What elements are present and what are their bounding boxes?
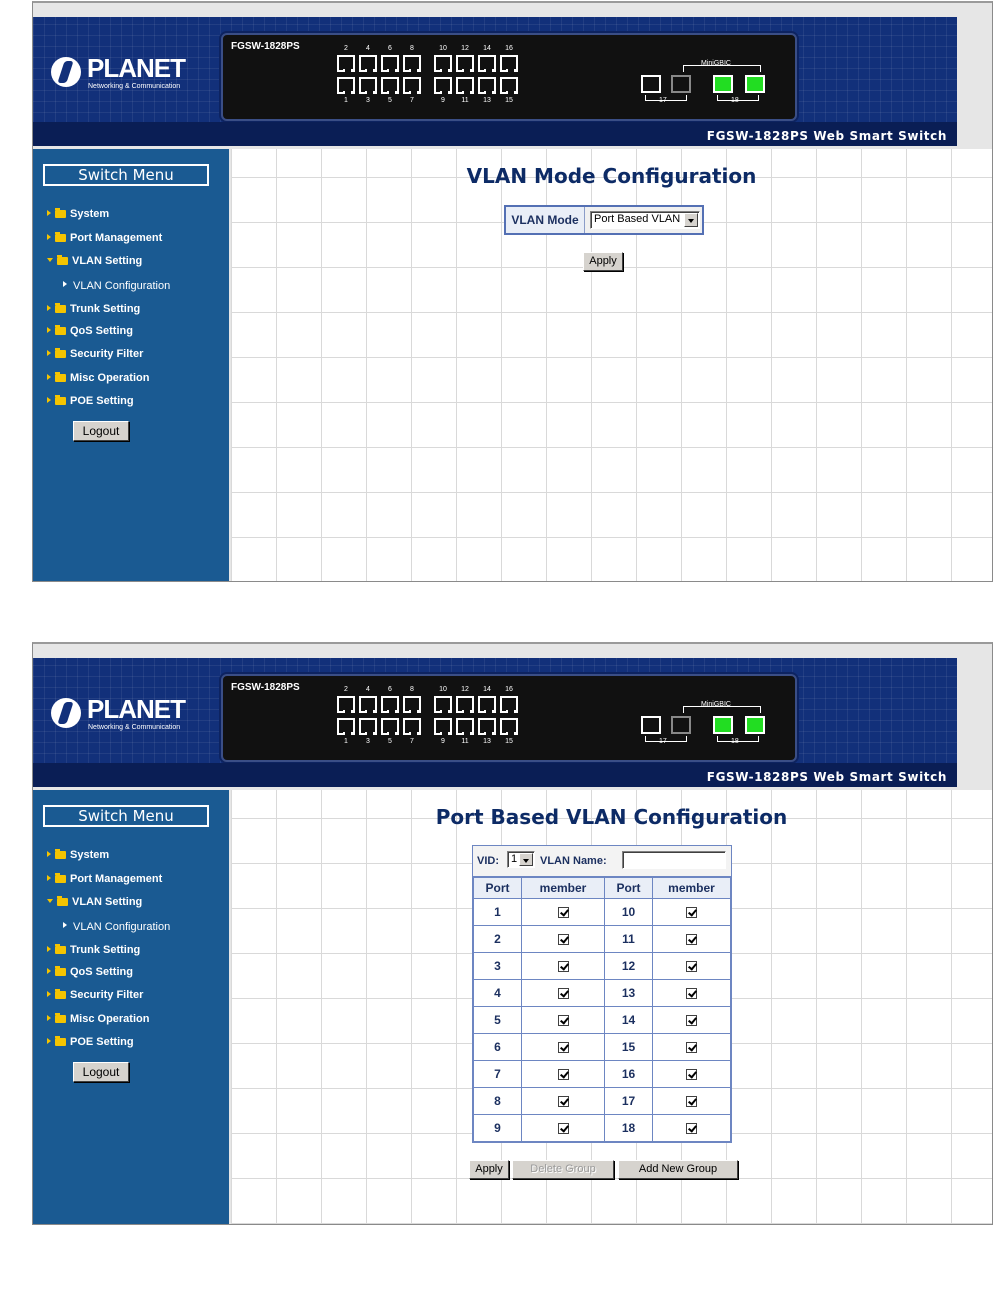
gbic-port-number: 18 xyxy=(731,97,739,104)
minigbic-label: MiniGBIC xyxy=(701,60,731,67)
port-number: 8 xyxy=(474,1088,522,1115)
member-checkbox[interactable] xyxy=(686,1123,697,1134)
main-content xyxy=(231,790,992,1224)
port-number: 18 xyxy=(605,1115,653,1142)
menu-subitem-vlan-configuration[interactable] xyxy=(63,280,170,292)
ethernet-port-icon xyxy=(359,55,377,72)
port-number: 1 xyxy=(474,899,522,926)
table-row xyxy=(474,953,731,980)
vid-row xyxy=(473,846,731,877)
arrow-down-icon xyxy=(47,258,53,262)
port-number-label: 15 xyxy=(505,97,513,104)
sfp-port-active-icon xyxy=(745,75,765,93)
menu-item-label: QoS Setting xyxy=(70,325,133,337)
folder-icon xyxy=(55,1038,66,1046)
ethernet-port-icon xyxy=(478,77,496,94)
arrow-right-icon xyxy=(47,968,51,974)
switch-menu-title: Switch Menu xyxy=(43,805,209,827)
folder-open-icon xyxy=(57,257,68,265)
member-cell xyxy=(522,1034,605,1061)
sfp-port-icon xyxy=(671,75,691,93)
gbic-bracket xyxy=(645,736,687,742)
port-number-label: 9 xyxy=(441,97,445,104)
ethernet-port-icon xyxy=(381,718,399,735)
table-row xyxy=(474,1088,731,1115)
member-cell xyxy=(653,1061,731,1088)
vid-select[interactable] xyxy=(507,851,535,868)
member-cell xyxy=(522,953,605,980)
member-checkbox[interactable] xyxy=(558,1015,569,1026)
vlan-mode-value: Port Based VLAN xyxy=(594,213,681,225)
gbic-bracket xyxy=(683,706,761,713)
menu-item-qos-setting[interactable] xyxy=(47,325,133,341)
switch-model: FGSW-1828PS xyxy=(231,682,300,693)
port-number: 2 xyxy=(474,926,522,953)
folder-icon xyxy=(55,397,66,405)
member-cell xyxy=(653,1034,731,1061)
menu-item-trunk-setting[interactable] xyxy=(47,303,140,319)
table-row xyxy=(474,1115,731,1142)
arrow-right-icon xyxy=(47,397,51,403)
vlan-mode-select[interactable] xyxy=(590,211,700,229)
sfp-port-icon xyxy=(671,716,691,734)
port-number-label: 6 xyxy=(388,686,392,693)
member-checkbox[interactable] xyxy=(558,1069,569,1080)
port-number: 4 xyxy=(474,980,522,1007)
port-number-label: 8 xyxy=(410,45,414,52)
port-number: 5 xyxy=(474,1007,522,1034)
folder-icon xyxy=(55,1015,66,1023)
port-number-label: 3 xyxy=(366,738,370,745)
port-number: 9 xyxy=(474,1115,522,1142)
member-checkbox[interactable] xyxy=(558,961,569,972)
port-number-label: 13 xyxy=(483,97,491,104)
port-number-label: 10 xyxy=(439,686,447,693)
table-row xyxy=(474,1007,731,1034)
member-cell xyxy=(653,953,731,980)
page-title: VLAN Mode Configuration xyxy=(466,164,757,188)
sidebar xyxy=(33,149,229,582)
port-number: 14 xyxy=(605,1007,653,1034)
banner-strip xyxy=(33,122,957,146)
ethernet-port-icon xyxy=(337,718,355,735)
ethernet-port-icon xyxy=(456,718,474,735)
arrow-right-icon xyxy=(47,234,51,240)
chevron-down-icon[interactable] xyxy=(684,213,698,227)
sfp-port-icon xyxy=(641,716,661,734)
menu-item-misc-operation[interactable] xyxy=(47,1013,149,1029)
ethernet-port-icon xyxy=(500,718,518,735)
gbic-port-number: 17 xyxy=(659,738,667,745)
vlan-mode-row xyxy=(504,205,704,235)
ethernet-port-icon xyxy=(337,55,355,72)
port-number-label: 5 xyxy=(388,738,392,745)
arrow-down-icon xyxy=(47,899,53,903)
menu-item-label: VLAN Setting xyxy=(72,255,143,267)
page-title: Port Based VLAN Configuration xyxy=(435,805,788,829)
vlan-name-input[interactable] xyxy=(622,851,726,869)
member-checkbox[interactable] xyxy=(558,907,569,918)
member-checkbox[interactable] xyxy=(686,934,697,945)
menu-item-label: POE Setting xyxy=(70,395,134,407)
arrow-right-icon xyxy=(63,922,67,928)
arrow-right-icon xyxy=(47,851,51,857)
member-cell xyxy=(653,1115,731,1142)
folder-icon xyxy=(55,350,66,358)
menu-item-label: Trunk Setting xyxy=(70,303,141,315)
menu-item-qos-setting[interactable] xyxy=(47,966,133,982)
arrow-right-icon xyxy=(47,210,51,216)
folder-icon xyxy=(55,946,66,954)
port-number-label: 1 xyxy=(344,738,348,745)
port-number-label: 2 xyxy=(344,686,348,693)
port-number-label: 3 xyxy=(366,97,370,104)
arrow-right-icon xyxy=(47,946,51,952)
folder-icon xyxy=(55,374,66,382)
minigbic-label: MiniGBIC xyxy=(701,701,731,708)
ethernet-port-icon xyxy=(359,696,377,713)
chevron-down-icon[interactable] xyxy=(519,853,533,866)
add-new-group-button[interactable]: Add New Group xyxy=(618,1160,738,1179)
gbic-bracket xyxy=(717,736,759,742)
member-checkbox[interactable] xyxy=(558,1123,569,1134)
logout-button[interactable]: Logout xyxy=(73,421,129,441)
member-checkbox[interactable] xyxy=(686,961,697,972)
logout-button[interactable]: Logout xyxy=(73,1062,129,1082)
port-number-label: 1 xyxy=(344,97,348,104)
arrow-right-icon xyxy=(47,1038,51,1044)
ethernet-port-icon xyxy=(456,77,474,94)
port-number-label: 8 xyxy=(410,686,414,693)
sfp-port-active-icon xyxy=(745,716,765,734)
arrow-right-icon xyxy=(47,875,51,881)
port-number-label: 9 xyxy=(441,738,445,745)
ethernet-port-icon xyxy=(478,55,496,72)
vlan-mode-label: VLAN Mode xyxy=(506,207,585,233)
port-number: 12 xyxy=(605,953,653,980)
brand-name: PLANET xyxy=(87,53,185,83)
sidebar xyxy=(33,790,229,1224)
member-checkbox[interactable] xyxy=(558,988,569,999)
port-number: 15 xyxy=(605,1034,653,1061)
member-cell xyxy=(522,1007,605,1034)
folder-icon xyxy=(55,968,66,976)
arrow-right-icon xyxy=(47,305,51,311)
ethernet-port-icon xyxy=(359,718,377,735)
menu-item-system[interactable] xyxy=(47,849,109,865)
screenshot-port-based-vlan xyxy=(32,642,993,1225)
folder-icon xyxy=(55,991,66,999)
banner-subtitle: FGSW-1828PS Web Smart Switch xyxy=(706,770,947,784)
vid-value: 1 xyxy=(511,853,518,865)
ethernet-port-icon xyxy=(403,718,421,735)
menu-item-label: Misc Operation xyxy=(70,372,150,384)
member-checkbox[interactable] xyxy=(686,1096,697,1107)
port-number-label: 14 xyxy=(483,686,491,693)
ethernet-port-icon xyxy=(434,696,452,713)
delete-group-button[interactable]: Delete Group xyxy=(512,1160,614,1179)
arrow-right-icon xyxy=(63,281,67,287)
arrow-right-icon xyxy=(47,327,51,333)
menu-item-system[interactable] xyxy=(47,208,109,224)
menu-item-label: Port Management xyxy=(70,873,163,885)
port-number-label: 4 xyxy=(366,45,370,52)
ethernet-port-icon xyxy=(500,55,518,72)
port-number: 11 xyxy=(605,926,653,953)
ethernet-port-icon xyxy=(456,55,474,72)
port-number-label: 10 xyxy=(439,45,447,52)
menu-item-label: Security Filter xyxy=(70,348,144,360)
menu-item-misc-operation[interactable] xyxy=(47,372,149,388)
port-number-label: 11 xyxy=(461,97,469,104)
port-number: 7 xyxy=(474,1061,522,1088)
port-number: 3 xyxy=(474,953,522,980)
apply-button[interactable]: Apply xyxy=(469,1160,509,1179)
member-cell xyxy=(522,926,605,953)
arrow-right-icon xyxy=(47,350,51,356)
port-number: 17 xyxy=(605,1088,653,1115)
ethernet-port-icon xyxy=(500,77,518,94)
table-row xyxy=(474,1034,731,1061)
column-header: member xyxy=(653,878,731,899)
member-cell xyxy=(653,1088,731,1115)
brand-tagline: Networking & Communication xyxy=(88,83,181,90)
port-vlan-table xyxy=(472,845,732,1143)
menu-item-label: Port Management xyxy=(70,232,163,244)
port-number-label: 4 xyxy=(366,686,370,693)
port-number-label: 5 xyxy=(388,97,392,104)
folder-icon xyxy=(55,875,66,883)
menu-item-port-management[interactable] xyxy=(47,873,162,889)
menu-item-port-management[interactable] xyxy=(47,232,162,248)
menu-item-label: Security Filter xyxy=(70,989,144,1001)
arrow-right-icon xyxy=(47,991,51,997)
banner-subtitle: FGSW-1828PS Web Smart Switch xyxy=(706,129,947,143)
ethernet-port-icon xyxy=(403,77,421,94)
member-cell xyxy=(522,1061,605,1088)
menu-item-label: Trunk Setting xyxy=(70,944,141,956)
folder-open-icon xyxy=(57,898,68,906)
main-content xyxy=(231,149,992,582)
ethernet-port-icon xyxy=(456,696,474,713)
column-header: member xyxy=(522,878,605,899)
folder-icon xyxy=(55,327,66,335)
apply-button[interactable]: Apply xyxy=(583,252,623,271)
arrow-right-icon xyxy=(47,374,51,380)
ethernet-port-icon xyxy=(337,77,355,94)
menu-item-label: System xyxy=(70,208,110,220)
gbic-bracket xyxy=(645,95,687,101)
port-number: 6 xyxy=(474,1034,522,1061)
member-cell xyxy=(653,926,731,953)
planet-logo-icon xyxy=(51,698,81,728)
ethernet-port-icon xyxy=(478,696,496,713)
ethernet-port-icon xyxy=(500,696,518,713)
ethernet-port-icon xyxy=(434,55,452,72)
port-number-label: 15 xyxy=(505,738,513,745)
planet-logo[interactable] xyxy=(51,55,199,99)
member-cell xyxy=(522,980,605,1007)
gbic-bracket xyxy=(683,65,761,72)
member-checkbox[interactable] xyxy=(558,934,569,945)
member-checkbox[interactable] xyxy=(558,1042,569,1053)
switch-panel xyxy=(221,674,797,762)
switch-model: FGSW-1828PS xyxy=(231,41,300,52)
port-number: 16 xyxy=(605,1061,653,1088)
table-header-row xyxy=(474,878,731,899)
screenshot-vlan-mode xyxy=(32,1,993,582)
arrow-right-icon xyxy=(47,1015,51,1021)
table-row xyxy=(474,980,731,1007)
menu-item-poe-setting[interactable] xyxy=(47,395,134,411)
folder-icon xyxy=(55,305,66,313)
brand-tagline: Networking & Communication xyxy=(88,724,181,731)
banner-strip xyxy=(33,763,957,787)
port-number-label: 12 xyxy=(461,45,469,52)
member-cell xyxy=(653,899,731,926)
port-number: 10 xyxy=(605,899,653,926)
menu-item-security-filter[interactable] xyxy=(47,348,143,364)
member-cell xyxy=(522,1115,605,1142)
ethernet-port-icon xyxy=(403,696,421,713)
port-number-label: 7 xyxy=(410,97,414,104)
menu-item-label: VLAN Setting xyxy=(72,896,143,908)
sfp-port-active-icon xyxy=(713,716,733,734)
gbic-port-number: 17 xyxy=(659,97,667,104)
gbic-port-number: 18 xyxy=(731,738,739,745)
member-cell xyxy=(522,899,605,926)
port-number-label: 13 xyxy=(483,738,491,745)
port-number-label: 11 xyxy=(461,738,469,745)
ethernet-port-icon xyxy=(359,77,377,94)
gbic-bracket xyxy=(717,95,759,101)
ethernet-port-icon xyxy=(381,77,399,94)
port-number-label: 12 xyxy=(461,686,469,693)
ethernet-port-icon xyxy=(403,55,421,72)
member-checkbox[interactable] xyxy=(686,1069,697,1080)
folder-icon xyxy=(55,210,66,218)
member-cell xyxy=(653,1007,731,1034)
menu-item-label: Misc Operation xyxy=(70,1013,150,1025)
port-number-label: 16 xyxy=(505,686,513,693)
ethernet-port-icon xyxy=(478,718,496,735)
table-row xyxy=(474,899,731,926)
port-number-label: 7 xyxy=(410,738,414,745)
header-banner xyxy=(33,658,957,787)
ethernet-port-icon xyxy=(381,55,399,72)
menu-item-label: POE Setting xyxy=(70,1036,134,1048)
menu-subitem-label: VLAN Configuration xyxy=(73,280,171,292)
planet-logo-icon xyxy=(51,57,81,87)
member-checkbox[interactable] xyxy=(686,907,697,918)
ethernet-port-icon xyxy=(337,696,355,713)
planet-logo[interactable] xyxy=(51,696,199,740)
port-number-label: 2 xyxy=(344,45,348,52)
menu-item-security-filter[interactable] xyxy=(47,989,143,1005)
menu-item-label: QoS Setting xyxy=(70,966,133,978)
menu-subitem-label: VLAN Configuration xyxy=(73,921,171,933)
vlan-name-label: VLAN Name: xyxy=(540,855,607,867)
port-number: 13 xyxy=(605,980,653,1007)
sfp-port-icon xyxy=(641,75,661,93)
port-number-label: 14 xyxy=(483,45,491,52)
menu-item-vlan-setting[interactable] xyxy=(47,255,142,271)
member-cell xyxy=(522,1088,605,1115)
ethernet-port-icon xyxy=(434,77,452,94)
table-row xyxy=(474,926,731,953)
column-header: Port xyxy=(605,878,653,899)
ethernet-port-icon xyxy=(434,718,452,735)
member-checkbox[interactable] xyxy=(686,988,697,999)
menu-item-trunk-setting[interactable] xyxy=(47,944,140,960)
column-header: Port xyxy=(474,878,522,899)
switch-menu-title: Switch Menu xyxy=(43,164,209,186)
member-checkbox[interactable] xyxy=(686,1042,697,1053)
brand-name: PLANET xyxy=(87,694,185,724)
switch-panel xyxy=(221,33,797,121)
member-cell xyxy=(653,980,731,1007)
folder-icon xyxy=(55,234,66,242)
member-checkbox[interactable] xyxy=(686,1015,697,1026)
member-checkbox[interactable] xyxy=(558,1096,569,1107)
menu-item-poe-setting[interactable] xyxy=(47,1036,134,1052)
port-number-label: 6 xyxy=(388,45,392,52)
menu-subitem-vlan-configuration[interactable] xyxy=(63,921,170,933)
menu-item-label: System xyxy=(70,849,110,861)
header-banner xyxy=(33,17,957,146)
menu-item-vlan-setting[interactable] xyxy=(47,896,142,912)
folder-icon xyxy=(55,851,66,859)
port-number-label: 16 xyxy=(505,45,513,52)
port-member-grid xyxy=(473,877,731,1142)
sfp-port-active-icon xyxy=(713,75,733,93)
vid-label: VID: xyxy=(477,855,499,867)
table-row xyxy=(474,1061,731,1088)
ethernet-port-icon xyxy=(381,696,399,713)
